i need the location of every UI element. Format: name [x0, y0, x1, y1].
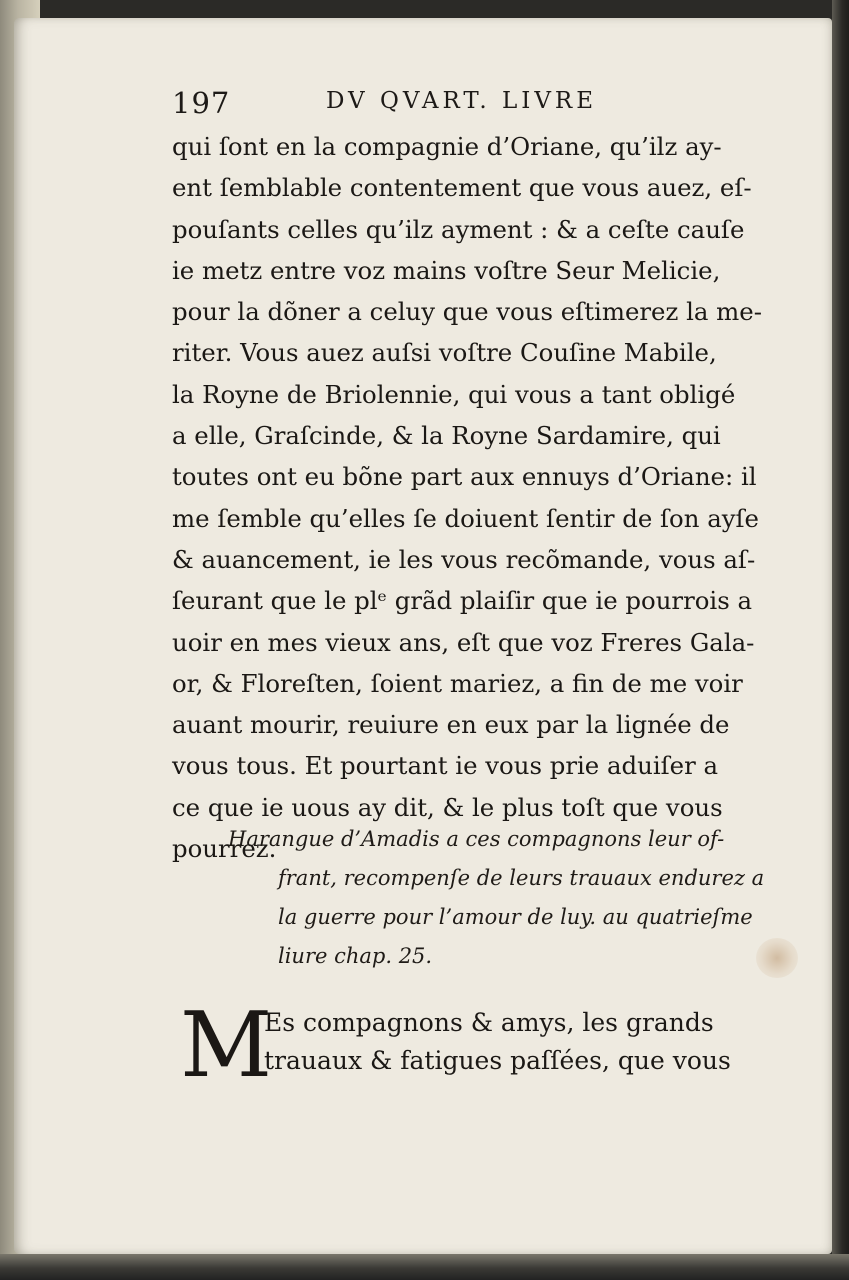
text-line: pour la dõner a celuy que vous eſtimerez la me- — [172, 297, 762, 327]
text-line: riter. Vous auez auſsi voſtre Couſine Mabile, — [172, 338, 717, 368]
page-edge-right — [832, 0, 849, 1280]
text-line: trauaux & fatigues paſſées, que vous — [264, 1046, 731, 1075]
text-line: me ſemble qu’elles ſe doiuent ſentir de ſon ayſe — [172, 503, 759, 533]
text-line: vous tous. Et pourtant ie vous prie aduiſer a — [172, 751, 719, 781]
text-line: & auancement, ie les vous recõmande, vous aſ- — [172, 544, 756, 574]
caption-line: Harangue d’Amadis a ces compagnons leur of- — [228, 827, 725, 851]
text-line: ie metz entre voz mains voſtre Seur Melicie, — [172, 255, 721, 285]
caption-line: liure chap. 25. — [278, 944, 433, 968]
text-line: pourrez. — [172, 834, 277, 864]
text-line: ſeurant que le plᵉ grãd plaiſir que ie pourrois a — [172, 586, 753, 616]
text-line: a elle, Graſcinde, & la Royne Sardamire, qui — [172, 421, 721, 451]
page-number: 197 — [172, 86, 231, 120]
text-line: or, & Floreſten, ſoient mariez, a fin de me voir — [172, 668, 743, 698]
page-edge-bottom — [0, 1254, 849, 1280]
running-head — [172, 86, 792, 126]
text-line: ent ſemblable contentement que vous auez, eſ- — [172, 173, 752, 203]
caption-line: la guerre pour l’amour de luy. au quatrieſme — [278, 905, 753, 929]
text-line: uoir en mes vieux ans, eſt que voz Freres Gala- — [172, 627, 755, 657]
text-line: ce que ie uous ay dit, & le plus toſt que vous — [172, 792, 723, 822]
text-line: pouſants celles qu’ilz ayment : & a ceſte cauſe — [172, 214, 745, 244]
text-line: toutes ont eu bõne part aux ennuys d’Oriane: il — [172, 462, 757, 492]
text-line: la Royne de Briolennie, qui vous a tant obligé — [172, 379, 736, 409]
caption-line: frant, recompenſe de leurs trauaux endurez a — [278, 866, 765, 890]
text-line: auant mourir, reuiure en eux par la lignée de — [172, 710, 730, 740]
paragraph-2 — [180, 993, 795, 1100]
paragraph-2-lines — [264, 1004, 794, 1080]
chapter-caption — [228, 820, 798, 976]
paragraph-1 — [172, 126, 794, 869]
drop-cap: M — [180, 993, 273, 1098]
text-line: Es compagnons & amys, les grands — [264, 1008, 714, 1037]
text-line: qui ſont en la compagnie d’Oriane, qu’ilz ay- — [172, 132, 722, 161]
running-title: DV QVART. LIVRE — [326, 88, 598, 114]
